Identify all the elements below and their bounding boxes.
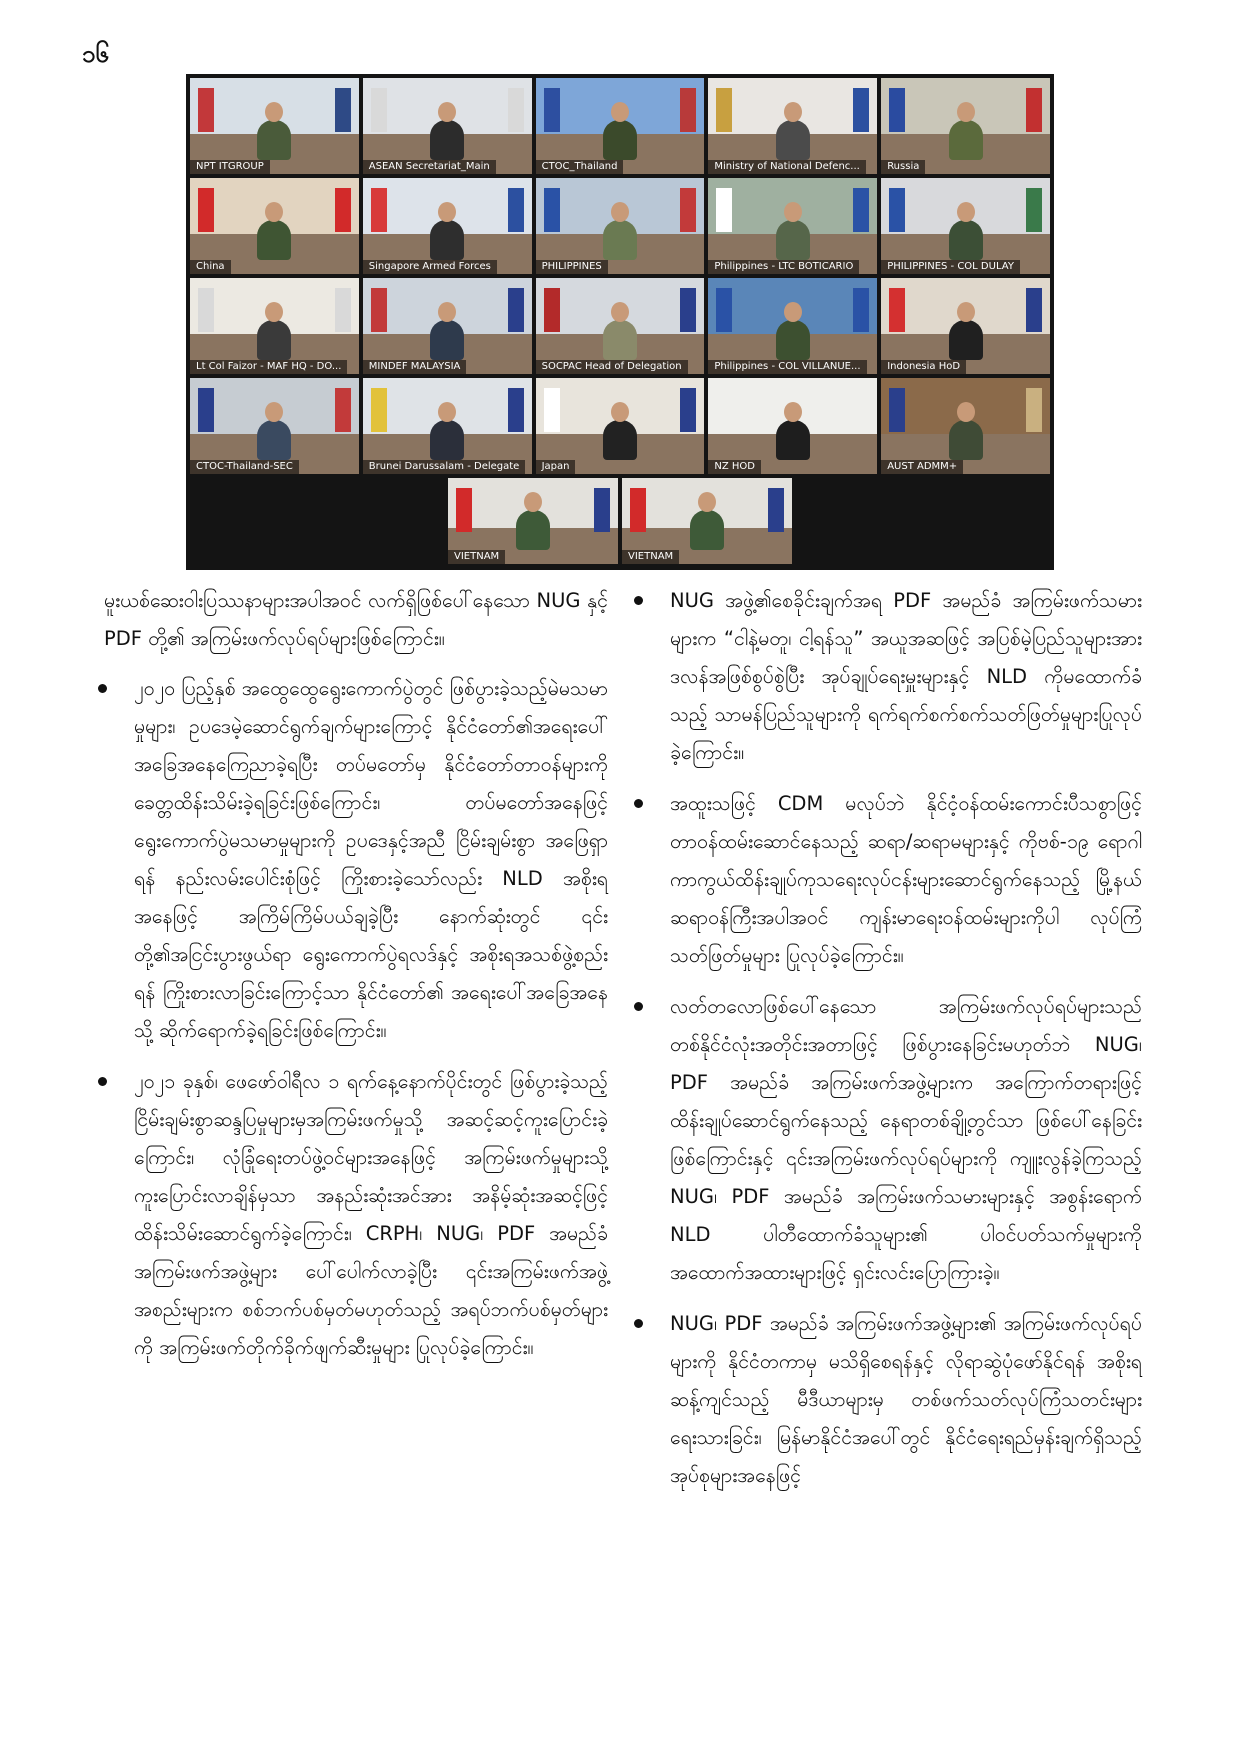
- flag-icon: [544, 388, 560, 432]
- flag-icon: [716, 388, 732, 432]
- video-tile: [708, 78, 877, 174]
- flag-icon: [853, 388, 869, 432]
- participant-label: CTOC_Thailand: [536, 160, 624, 174]
- flag-icon: [371, 88, 387, 132]
- participant-label: Singapore Armed Forces: [363, 260, 497, 274]
- flag-icon: [508, 288, 524, 332]
- video-tile: [881, 278, 1050, 374]
- flag-icon: [716, 288, 732, 332]
- bullet-item: အထူးသဖြင့် CDM မလုပ်ဘဲ နိုင်ငံ့ဝန်ထမ်းကောင်းပီသစွာဖြင့် တာဝန်ထမ်းဆောင်နေသည့် ဆရာ/ဆရာမများနှင့် ကိုဗစ်-၁၉ ရောဂါကာကွယ်ထိန်းချုပ်ကုသရေးလုပ်ငန်းများဆောင်ရွက်နေသည့် မြို့နယ်ဆရာဝန်ကြီးအပါအဝင် ကျန်းမာရေးဝန်ထမ်းများကိုပါ လုပ်ကြံသတ်ဖြတ်မှုများ ပြုလုပ်ခဲ့ကြောင်း။: [640, 785, 1142, 975]
- participant-label: China: [190, 260, 231, 274]
- participant-head: [611, 102, 629, 122]
- participant-head: [784, 102, 802, 122]
- video-tile: [190, 78, 359, 174]
- bullet-item: NUG အဖွဲ့၏စေခိုင်းချက်အရ PDF အမည်ခံ အကြမ်းဖက်သမားများက “ငါနဲ့မတူ၊ ငါ့ရန်သူ” အယူအဆဖြင့် အပြစ်မဲ့ပြည်သူများအား ဒလန်အဖြစ်စွပ်စွဲပြီး အုပ်ချုပ်ရေးမှူးများနှင့် NLD ကိုမထောက်ခံသည့် သာမန်ပြည်သူများကို ရက်ရက်စက်စက်သတ်ဖြတ်မှုများပြုလုပ်ခဲ့ကြောင်း။: [640, 582, 1142, 772]
- bullet-item: NUG၊ PDF အမည်ခံ အကြမ်းဖက်အဖွဲ့များ၏ အကြမ်းဖက်လုပ်ရပ်များကို နိုင်ငံတကာမှ မသိရှိစေရန်နှင့် လိုရာဆွဲပုံဖော်နိုင်ရန် အစိုးရဆန့်ကျင်သည့် မီဒီယာများမှ တစ်ဖက်သတ်လုပ်ကြံသတင်းများရေးသားခြင်း၊ မြန်မာနိုင်ငံအပေါ်တွင် နိုင်ငံရေးရည်မှန်းချက်ရှိသည့်အုပ်စုများအနေဖြင့်: [640, 1305, 1142, 1495]
- video-tile: [881, 378, 1050, 474]
- flag-icon: [680, 188, 696, 232]
- flag-icon: [544, 288, 560, 332]
- flag-icon: [198, 388, 214, 432]
- participant-head: [957, 102, 975, 122]
- flag-icon: [680, 288, 696, 332]
- flag-icon: [1026, 88, 1042, 132]
- participant-figure: [949, 420, 983, 460]
- flag-icon: [544, 88, 560, 132]
- left-bullet-list: [104, 670, 608, 1367]
- flag-icon: [508, 188, 524, 232]
- video-tile: [708, 278, 877, 374]
- participant-figure: [603, 420, 637, 460]
- participant-label: Lt Col Faizor - MAF HQ - DO...: [190, 360, 347, 374]
- participant-figure: [430, 220, 464, 260]
- participant-label: Japan: [536, 460, 576, 474]
- participant-label: PHILIPPINES - COL DULAY: [881, 260, 1020, 274]
- flag-icon: [594, 488, 610, 532]
- participant-label: Brunei Darussalam - Delegate: [363, 460, 526, 474]
- video-tile: [708, 178, 877, 274]
- participant-figure: [603, 220, 637, 260]
- video-tile: [536, 378, 705, 474]
- left-column: [104, 582, 608, 1380]
- flag-icon: [198, 188, 214, 232]
- participant-label: Philippines - COL VILLANUE...: [708, 360, 866, 374]
- flag-icon: [889, 288, 905, 332]
- flag-icon: [853, 188, 869, 232]
- flag-icon: [335, 88, 351, 132]
- flag-icon: [371, 288, 387, 332]
- participant-head: [611, 202, 629, 222]
- participant-figure: [603, 320, 637, 360]
- flag-icon: [716, 188, 732, 232]
- participant-figure: [603, 120, 637, 160]
- video-tile: [190, 278, 359, 374]
- participant-figure: [690, 510, 724, 550]
- participant-figure: [949, 320, 983, 360]
- participant-figure: [257, 220, 291, 260]
- participant-figure: [949, 220, 983, 260]
- flag-icon: [768, 488, 784, 532]
- participant-label: SOCPAC Head of Delegation: [536, 360, 688, 374]
- flag-icon: [198, 288, 214, 332]
- flag-icon: [889, 388, 905, 432]
- participant-head: [698, 492, 716, 512]
- participant-label: VIETNAM: [622, 550, 679, 564]
- flag-icon: [716, 88, 732, 132]
- participant-label: MINDEF MALAYSIA: [363, 360, 467, 374]
- participant-label: AUST ADMM+: [881, 460, 963, 474]
- participant-head: [524, 492, 542, 512]
- flag-icon: [889, 188, 905, 232]
- bullet-item: ၂၀၂၁ ခုနှစ်၊ ဖေဖော်ဝါရီလ ၁ ရက်နေ့နောက်ပိုင်းတွင် ဖြစ်ပွားခဲ့သည့် ငြိမ်းချမ်းစွာဆန္ဒပြမှုများမှအကြမ်းဖက်မှုသို့ အဆင့်ဆင့်ကူးပြောင်းခဲ့ကြောင်း၊ လုံခြုံရေးတပ်ဖွဲ့ဝင်များအနေဖြင့် အကြမ်းဖက်မှုများသို့ ကူးပြောင်းလာချိန်မှသာ အနည်းဆုံးအင်အား အနိမ့်ဆုံးအဆင့်ဖြင့် ထိန်းသိမ်းဆောင်ရွက်ခဲ့ကြောင်း၊ CRPH၊ NUG၊ PDF အမည်ခံအကြမ်းဖက်အဖွဲ့များ ပေါ်ပေါက်လာခဲ့ပြီး ၎င်းအကြမ်းဖက်အဖွဲ့အစည်းများက စစ်ဘက်ပစ်မှတ်မဟုတ်သည့် အရပ်ဘက်ပစ်မှတ်များကို အကြမ်းဖက်တိုက်ခိုက်ဖျက်ဆီးမှုများ ပြုလုပ်ခဲ့ကြောင်း။: [104, 1063, 608, 1367]
- participant-head: [784, 202, 802, 222]
- video-tile: [881, 178, 1050, 274]
- participant-figure: [257, 320, 291, 360]
- flag-icon: [853, 288, 869, 332]
- participant-label: Russia: [881, 160, 925, 174]
- flag-icon: [1026, 188, 1042, 232]
- video-tile: [363, 278, 532, 374]
- participant-head: [611, 402, 629, 422]
- flag-icon: [544, 188, 560, 232]
- flag-icon: [508, 388, 524, 432]
- participant-figure: [776, 120, 810, 160]
- video-tile: [536, 78, 705, 174]
- flag-icon: [889, 88, 905, 132]
- participant-figure: [949, 120, 983, 160]
- flag-icon: [630, 488, 646, 532]
- page-number: ၁၆: [82, 40, 109, 68]
- participant-figure: [430, 120, 464, 160]
- flag-icon: [680, 88, 696, 132]
- video-tile: [363, 178, 532, 274]
- bullet-item: လတ်တလောဖြစ်ပေါ်နေသော အကြမ်းဖက်လုပ်ရပ်များသည် တစ်နိုင်ငံလုံးအတိုင်းအတာဖြင့် ဖြစ်ပွားနေခြင်းမဟုတ်ဘဲ NUG၊ PDF အမည်ခံ အကြမ်းဖက်အဖွဲ့များက အကြောက်တရားဖြင့် ထိန်းချုပ်ဆောင်ရွက်နေသည့် နေရာတစ်ချို့တွင်သာ ဖြစ်ပေါ်နေခြင်းဖြစ်ကြောင်းနှင့် ၎င်းအကြမ်းဖက်လုပ်ရပ်များကို ကျူးလွန်ခဲ့ကြသည့် NUG၊ PDF အမည်ခံ အကြမ်းဖက်သမားများနှင့် အစွန်းရောက် NLD ပါတီထောက်ခံသူများ၏ ပါဝင်ပတ်သက်မှုများကို အထောက်အထားများဖြင့် ရှင်းလင်းပြောကြားခဲ့။: [640, 988, 1142, 1292]
- flag-icon: [1026, 288, 1042, 332]
- participant-label: NZ HOD: [708, 460, 761, 474]
- participant-label: VIETNAM: [448, 550, 505, 564]
- left-intro-paragraph: မူးယစ်ဆေးဝါးပြဿနာများအပါအဝင် လက်ရှိဖြစ်ပေါ်နေသော NUG နှင့် PDF တို့၏ အကြမ်းဖက်လုပ်ရပ်များဖြစ်ကြောင်း။: [104, 589, 608, 650]
- participant-head: [611, 302, 629, 322]
- participant-figure: [776, 220, 810, 260]
- flag-icon: [680, 388, 696, 432]
- participant-label: CTOC-Thailand-SEC: [190, 460, 299, 474]
- participant-figure: [430, 420, 464, 460]
- participant-figure: [430, 320, 464, 360]
- right-bullet-list: [640, 582, 1142, 1495]
- flag-icon: [335, 288, 351, 332]
- participant-head: [957, 202, 975, 222]
- flag-icon: [335, 188, 351, 232]
- video-tile: [363, 78, 532, 174]
- flag-icon: [335, 388, 351, 432]
- participant-figure: [516, 510, 550, 550]
- bullet-item: ၂၀၂၀ ပြည့်နှစ် အထွေထွေရွေးကောက်ပွဲတွင် ဖြစ်ပွားခဲ့သည့်မဲမသမာမှုများ၊ ဥပဒေမဲ့ဆောင်ရွက်ချက်များကြောင့် နိုင်ငံတော်၏အရေးပေါ်အခြေအနေကြေညာခဲ့ရပြီး တပ်မတော်မှ နိုင်ငံတော်တာဝန်များကို ခေတ္တထိန်းသိမ်းခဲ့ရခြင်းဖြစ်ကြောင်း၊ တပ်မတော်အနေဖြင့် ရွေးကောက်ပွဲမသမာမှုများကို ဥပဒေနှင့်အညီ ငြိမ်းချမ်းစွာ အဖြေရှာရန် နည်းလမ်းပေါင်းစုံဖြင့် ကြိုးစားခဲ့သော်လည်း NLD အစိုးရအနေဖြင့် အကြိမ်ကြိမ်ပယ်ချခဲ့ပြီး နောက်ဆုံးတွင် ၎င်းတို့၏အငြင်းပွားဖွယ်ရာ ရွေးကောက်ပွဲရလဒ်နှင့် အစိုးရအသစ်ဖွဲ့စည်းရန် ကြိုးစားလာခြင်းကြောင့်သာ နိုင်ငံတော်၏ အရေးပေါ်အခြေအနေသို့ ဆိုက်ရောက်ခဲ့ရခြင်းဖြစ်ကြောင်း။: [104, 670, 608, 1050]
- participant-figure: [776, 420, 810, 460]
- participant-figure: [257, 120, 291, 160]
- video-tile: [448, 478, 618, 564]
- video-tile: [536, 178, 705, 274]
- participant-head: [784, 302, 802, 322]
- video-tile: [190, 178, 359, 274]
- participant-label: PHILIPPINES: [536, 260, 608, 274]
- flag-icon: [371, 188, 387, 232]
- participant-head: [784, 402, 802, 422]
- participant-label: NPT ITGROUP: [190, 160, 270, 174]
- participant-figure: [776, 320, 810, 360]
- participant-label: ASEAN Secretariat_Main: [363, 160, 496, 174]
- flag-icon: [1026, 388, 1042, 432]
- flag-icon: [198, 88, 214, 132]
- flag-icon: [853, 88, 869, 132]
- participant-head: [957, 302, 975, 322]
- participant-head: [957, 402, 975, 422]
- flag-icon: [371, 388, 387, 432]
- video-tile: [363, 378, 532, 474]
- participant-label: Indonesia HoD: [881, 360, 966, 374]
- video-tile: [190, 378, 359, 474]
- flag-icon: [508, 88, 524, 132]
- video-tile: [536, 278, 705, 374]
- video-conference-photo: [186, 74, 1054, 570]
- video-tile: [881, 78, 1050, 174]
- video-tile: [708, 378, 877, 474]
- video-tile: [622, 478, 792, 564]
- flag-icon: [456, 488, 472, 532]
- right-column: [640, 582, 1142, 1508]
- participant-figure: [257, 420, 291, 460]
- participant-label: Ministry of National Defenc...: [708, 160, 865, 174]
- participant-label: Philippines - LTC BOTICARIO: [708, 260, 859, 274]
